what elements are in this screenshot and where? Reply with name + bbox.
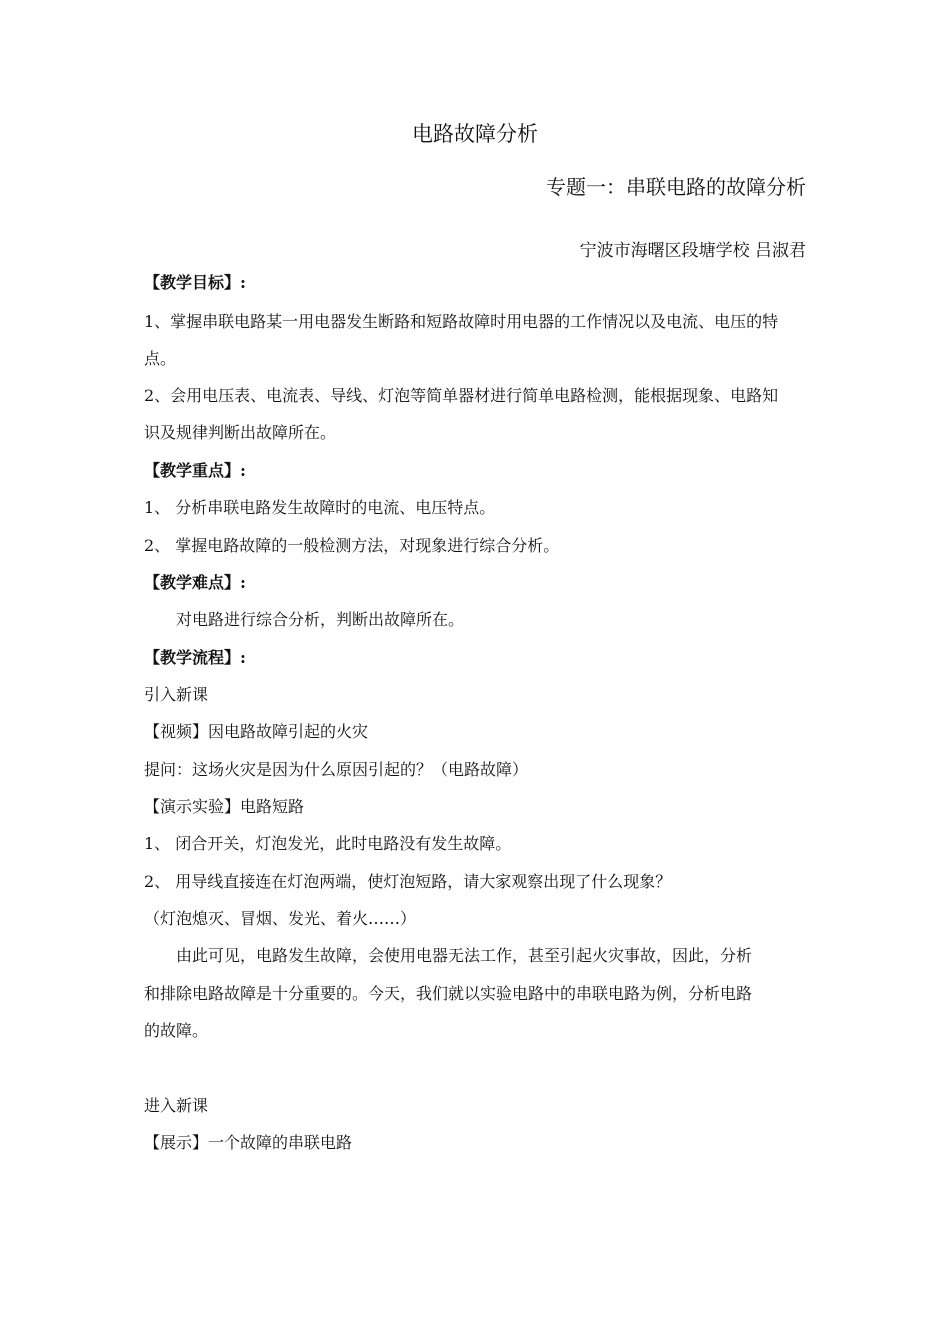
paragraph: 对电路进行综合分析，判断出故障所在。 [176, 610, 465, 629]
paragraph: 2、 掌握电路故障的一般检测方法，对现象进行综合分析。 [144, 536, 560, 555]
paragraph: 点。 [144, 349, 177, 368]
section-heading-process: 【教学流程】: [144, 648, 246, 667]
paragraph: （灯泡熄灭、冒烟、发光、着火……） [144, 909, 417, 928]
paragraph: 和排除电路故障是十分重要的。今天，我们就以实验电路中的串联电路为例，分析电路 [144, 984, 753, 1003]
paragraph: 【展示】一个故障的串联电路 [144, 1133, 353, 1152]
paragraph: 1、掌握串联电路某一用电器发生断路和短路故障时用电器的工作情况以及电流、电压的特 [144, 312, 779, 331]
paragraph: 1、 分析串联电路发生故障时的电流、电压特点。 [144, 498, 496, 517]
paragraph: 由此可见，电路发生故障，会使用电器无法工作，甚至引起火灾事故，因此，分析 [176, 946, 753, 965]
paragraph: 1、 闭合开关，灯泡发光，此时电路没有发生故障。 [144, 834, 512, 853]
document-subtitle: 专题一：串联电路的故障分析 [546, 175, 806, 199]
section-heading-difficulties: 【教学难点】: [144, 573, 246, 592]
paragraph: 识及规律判断出故障所在。 [144, 423, 337, 442]
paragraph: 2、 用导线直接连在灯泡两端，使灯泡短路，请大家观察出现了什么现象？ [144, 872, 672, 891]
document-title: 电路故障分析 [412, 122, 538, 146]
paragraph: 进入新课 [144, 1096, 209, 1115]
paragraph: 2、会用电压表、电流表、导线、灯泡等简单器材进行简单电路检测，能根据现象、电路知 [144, 386, 779, 405]
paragraph: 的故障。 [144, 1021, 209, 1040]
paragraph: 引入新课 [144, 685, 209, 704]
paragraph: 提问：这场火灾是因为什么原因引起的？（电路故障） [144, 760, 529, 779]
author-line: 宁波市海曙区段塘学校 吕淑君 [579, 241, 806, 261]
paragraph: 【视频】因电路故障引起的火灾 [144, 722, 369, 741]
section-heading-key-points: 【教学重点】: [144, 461, 246, 480]
paragraph: 【演示实验】电路短路 [144, 797, 305, 816]
section-heading-objectives: 【教学目标】: [144, 273, 246, 292]
